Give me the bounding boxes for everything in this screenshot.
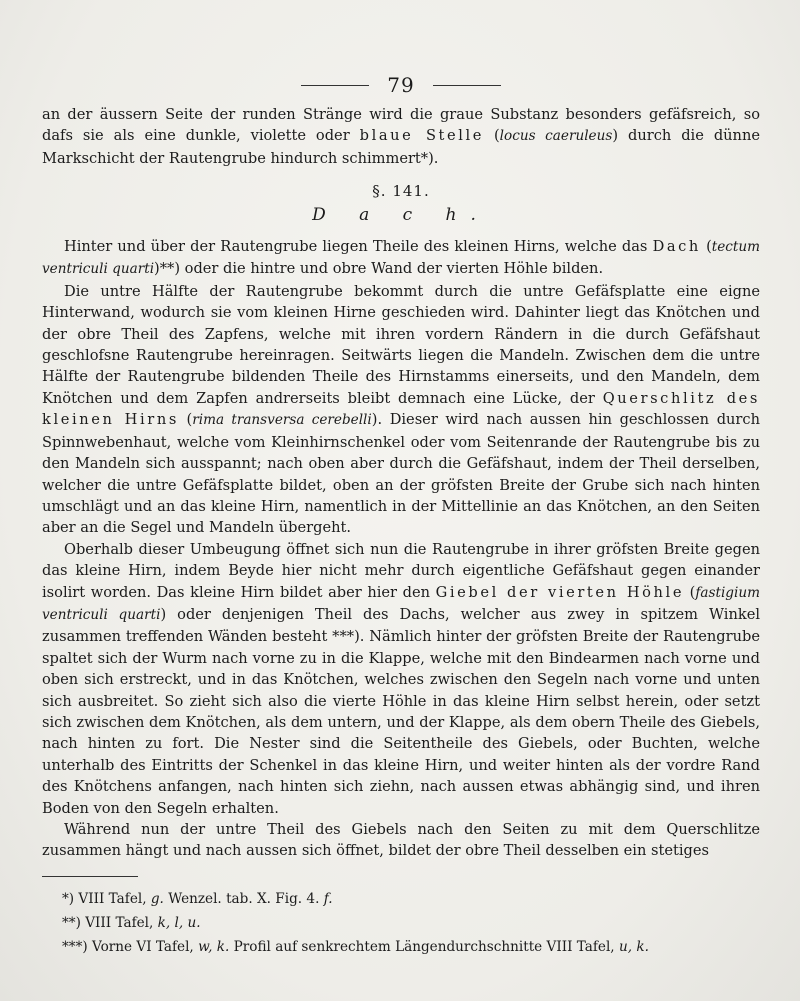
text-run: )**) oder die hintre und obre Wand der vierten Höhle bilden. — [154, 260, 604, 278]
spaced-term: Dach — [652, 238, 701, 256]
footnote-text: Profil auf senkrechtem Längendurchschnitte VIII Tafel, — [233, 938, 615, 955]
text-run: ( — [706, 238, 712, 256]
text-run: ( — [186, 411, 193, 429]
footnote-ref: u, k. — [618, 938, 649, 955]
header-rule-right — [433, 85, 501, 86]
text-run: ( — [689, 583, 696, 601]
text-run: ( — [493, 127, 500, 145]
paragraph — [42, 236, 760, 281]
footnote-mark: *) VIII Tafel, — [62, 890, 147, 907]
latin-term: tectum ventriculi quarti — [42, 239, 761, 278]
footnote-text: Wenzel. tab. X. Fig. 4. — [168, 890, 320, 907]
footnote — [42, 911, 760, 935]
footnote-ref: k, l, u. — [157, 914, 201, 931]
footnote — [42, 887, 760, 911]
latin-term: fastigium ventriculi quarti — [42, 584, 760, 623]
paragraph — [42, 281, 760, 539]
page-header — [42, 72, 760, 98]
latin-term: rima transversa cerebelli — [192, 412, 372, 429]
footnote-ref: f. — [323, 890, 333, 907]
paragraph: Während nun der untre Theil des Giebels nach den Seiten zu mit dem Querschlitze zusammen hängt und nach aussen sich öffnet, bildet der obre Theil desselben ein stetiges — [42, 821, 760, 860]
top-paragraph — [42, 104, 760, 169]
section-title: D a c h. — [312, 204, 490, 225]
spaced-term: Querschlitz des kleinen Hirns — [42, 389, 760, 429]
text-run: ) oder denjenigen Theil des Dachs, welcher aus zwey in spitzem Winkel zusammen treffenden Wänden besteht ***). Nämlich hinter der gröfsten Breite der Rautengrube spaltet sich der Wurm nach vorne zu in die Klappe, welche mit den Bindearmen nach vorne und oben sich erstreckt, und in das Knötchen, welches zwischen den Segeln nach vorne und unten sich ausbreitet. So zieht sich also die vierte Höhle in das kleine Hirn selbst herein, oder setzt sich zwischen dem Knötchen, als dem untern, und der Klappe, als dem obern Theile des Giebels, nach hinten zu fort. Die Nester sind die Seitentheile des Giebels, oder Buchten, welche unterhalb des Eintritts der Schenkel in das kleine Hirn, und weiter hinten als der vordre Rand des Knötchens anfangen, nach hinten sich ziehn, nach aussen etwas abhängig sind, und ihren Boden von den Segeln erhalten. — [42, 605, 760, 817]
text-run: ) durch die dünne Markschicht der Rautengrube hindurch schimmert*). — [42, 127, 760, 167]
spaced-term: blaue Stelle — [359, 127, 485, 145]
main-text — [42, 104, 760, 862]
footnote — [42, 935, 760, 959]
header-rule-left — [301, 85, 369, 86]
latin-term: locus caeruleus — [499, 128, 613, 145]
text-run: Die untre Hälfte der Rautengrube bekommt durch die untre Gefäfsplatte eine eigne Hinterwand, wodurch sie vom kleinen Hirne geschieden wird. Dahinter liegt das Knötchen und der obre Theil des Zapfens, welche mit ihren vordern Rändern in die durch Gefäfshaut geschlofsne Rautengrube hereinragen. Seitwärts liegen die Mandeln. Zwischen dem die untre Hälfte der Rautengrube bildenden Theile des Hirnstamms einerseits, und den Mandeln, dem Knötchen und dem Zapfen andrerseits bleibt demnach eine Lücke, der — [42, 282, 760, 407]
footnote-ref: w, k. — [198, 938, 230, 955]
text-run: Oberhalb dieser Umbeugung öffnet sich nun die Rautengrube in ihrer gröfsten Breite gegen das kleine Hirn, indem Beyde hier nicht mehr durch eigentliche Gefäfshaut gegen einander isolirt worden. Das kleine Hirn bildet aber hier den — [42, 540, 760, 601]
spaced-term: Giebel der vierten Höhle — [435, 583, 685, 601]
footnote-mark: ***) Vorne VI Tafel, — [62, 938, 194, 955]
page-number: 79 — [387, 73, 415, 97]
footnote-rule — [42, 876, 138, 877]
text-run: an der äussern Seite der runden Stränge wird die graue Substanz besonders gefäfsreich, so dafs sie als eine dunkle, violette oder — [42, 106, 760, 145]
footnote-mark: **) VIII Tafel, — [62, 914, 154, 931]
text-run: Hinter und über der Rautengrube liegen Theile des kleinen Hirns, welche das — [64, 238, 648, 256]
text-run: ). Dieser wird nach aussen hin geschlossen durch Spinnwebenhaut, welche vom Kleinhirnschenkel oder vom Seitenrande der Rautengrube bis zu den Mandeln sich ausspannt; nach oben aber durch die Gefäfshaut, indem der Theil derselben, welcher die untre Gefäfsplatte bildet, oben an der gröfsten Breite der Grube sich nach hinten umschlägt und an das kleine Hirn, namentlich in der Mittellinie an das Knötchen, an den Seiten aber an die Segel und Mandeln übergeht. — [42, 411, 760, 537]
footnotes — [42, 887, 760, 959]
section-number: §. 141. — [372, 182, 430, 201]
footnote-ref: g. — [150, 890, 164, 907]
paragraph — [42, 539, 760, 819]
